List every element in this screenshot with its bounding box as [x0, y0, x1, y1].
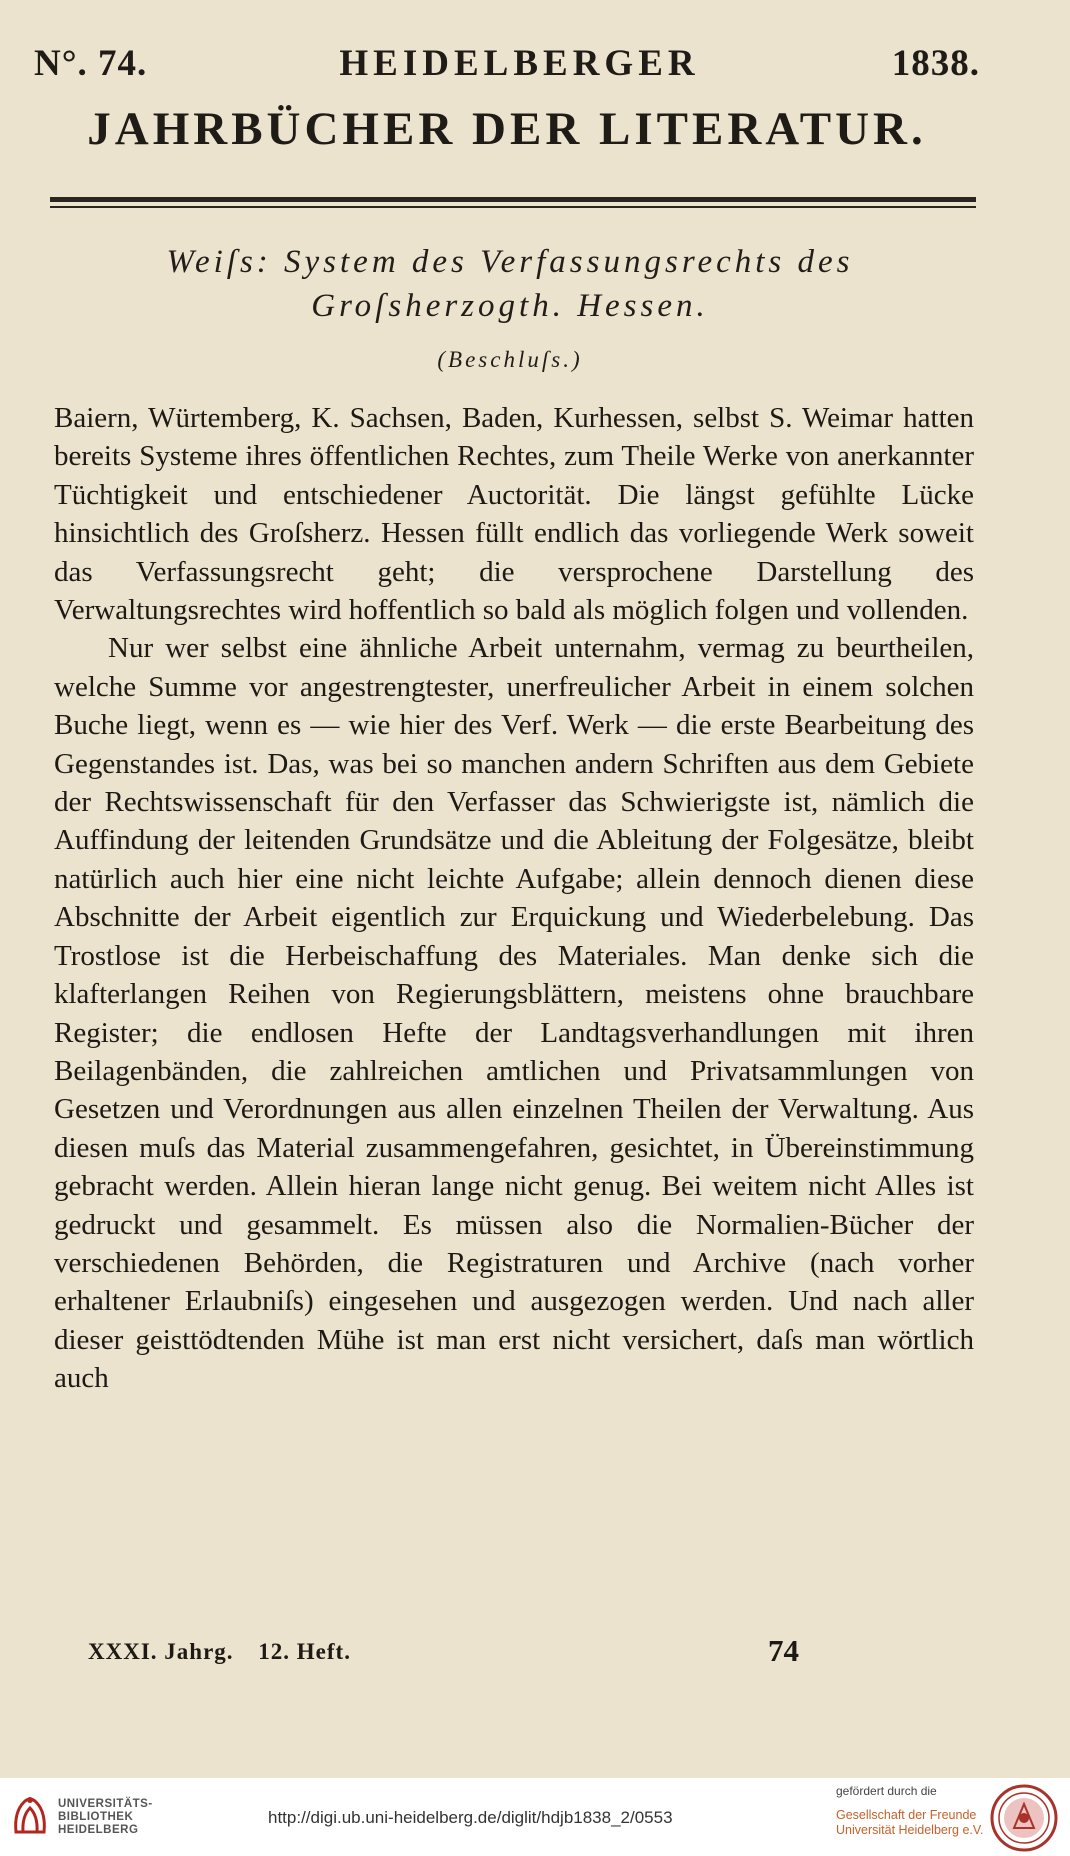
- article-title-line-1: Weiſs: System des Verfassungsrechts des: [166, 244, 854, 280]
- header-city: HEIDELBERGER: [339, 43, 700, 84]
- article-subtitle: (Beschluſs.): [437, 347, 583, 372]
- page-footer: [88, 1639, 369, 1665]
- header-rule-thin: [50, 206, 976, 208]
- paragraph-1: Baiern, Würtemberg, K. Sachsen, Baden, Kurhessen, selbst S. Weimar hatten bereits Systeme ihres öffentlichen Rechtes, zum Theile Werke von anerkannter Tüchtigkeit und entschiedener Auctorität. Die längst gefühlte Lücke hinsichtlich des Groſsherz. Hessen füllt endlich das vorliegende Werk soweit das Verfassungsrecht geht; die versprochene Darstellung des Verwaltungsrechtes wird hoffentlich so bald als möglich folgen und vollenden.: [54, 402, 974, 627]
- header-rule-thick: [50, 197, 976, 202]
- running-header: [34, 42, 980, 85]
- digitization-banner: [0, 1778, 1070, 1856]
- sponsor-line-1: Gesellschaft der Freunde: [836, 1808, 977, 1822]
- paragraph-2: Nur wer selbst eine ähnliche Arbeit unternahm, vermag zu beurtheilen, welche Summe vor angestrengtester, unerfreulicher Arbeit in einem solchen Buche liegt, wenn es — wie hier des Verf. Werk — die erste Bearbeitung des Gegenstandes ist. Das, was bei so manchen andern Schriften aus dem Gebiete der Rechtswissenschaft für den Verfasser das Schwierigste ist, nämlich die Auffindung der leitenden Grundsätze und die Ableitung der Folgesätze, bleibt natürlich auch hier eine nicht leichte Aufgabe; allein dennoch dienen diese Abschnitte der Arbeit eigentlich zur Erquickung und Wiederbelebung. Das Trostlose ist die Herbeischaffung des Materiales. Man denke sich die klafterlangen Reihen von Regierungsblättern, meistens ohne brauchbare Register; die endlosen Hefte der Landtagsverhandlungen mit ihren Beilagenbänden, die zahlreichen amtlichen und Privatsammlungen von Gesetzen und Verordnungen aus allen einzelnen Theilen der Verwaltung. Aus diesen muſs das Material zusammengefahren, gesichtet, in Übereinstimmung gebracht werden. Allein hieran lange nicht genug. Bei weitem nicht Alles ist gedruckt und gesammelt. Es müssen also die Normalien-Bücher der verschiedenen Behörden, die Registraturen und Archive (nach vorher erhaltener Erlaubniſs) eingesehen und ausgezogen werden. Und nach aller dieser geisttödtenden Mühe ist man erst nicht versichert, daſs man wörtlich auch: [54, 632, 974, 1395]
- footer-issue: 12. Heft.: [258, 1639, 351, 1664]
- article-title-line-2: Groſsherzogth. Hessen.: [311, 288, 709, 324]
- footer-volume: XXXI. Jahrg.: [88, 1639, 234, 1664]
- article-body: [54, 399, 974, 1398]
- article-title: [60, 240, 960, 328]
- library-line-3: HEIDELBERG: [58, 1824, 139, 1836]
- ub-logo-icon: [10, 1792, 50, 1840]
- sponsor-line-2: Universität Heidelberg e.V.: [836, 1823, 984, 1837]
- sheet-number: 74: [768, 1633, 799, 1668]
- library-line-1: UNIVERSITÄTS-: [58, 1798, 153, 1810]
- sponsor-label: gefördert durch die: [836, 1784, 937, 1798]
- library-name: [58, 1798, 153, 1837]
- university-seal-icon: [990, 1784, 1058, 1852]
- sponsor-name: [836, 1808, 984, 1838]
- library-line-2: BIBLIOTHEK: [58, 1811, 134, 1823]
- issue-number: N°. 74.: [34, 43, 148, 84]
- header-year: 1838.: [891, 43, 980, 84]
- permalink-url[interactable]: http://digi.ub.uni-heidelberg.de/diglit/hdjb1838_2/0553: [268, 1808, 673, 1827]
- journal-title: JAHRBÜCHER DER LITERATUR.: [87, 103, 927, 155]
